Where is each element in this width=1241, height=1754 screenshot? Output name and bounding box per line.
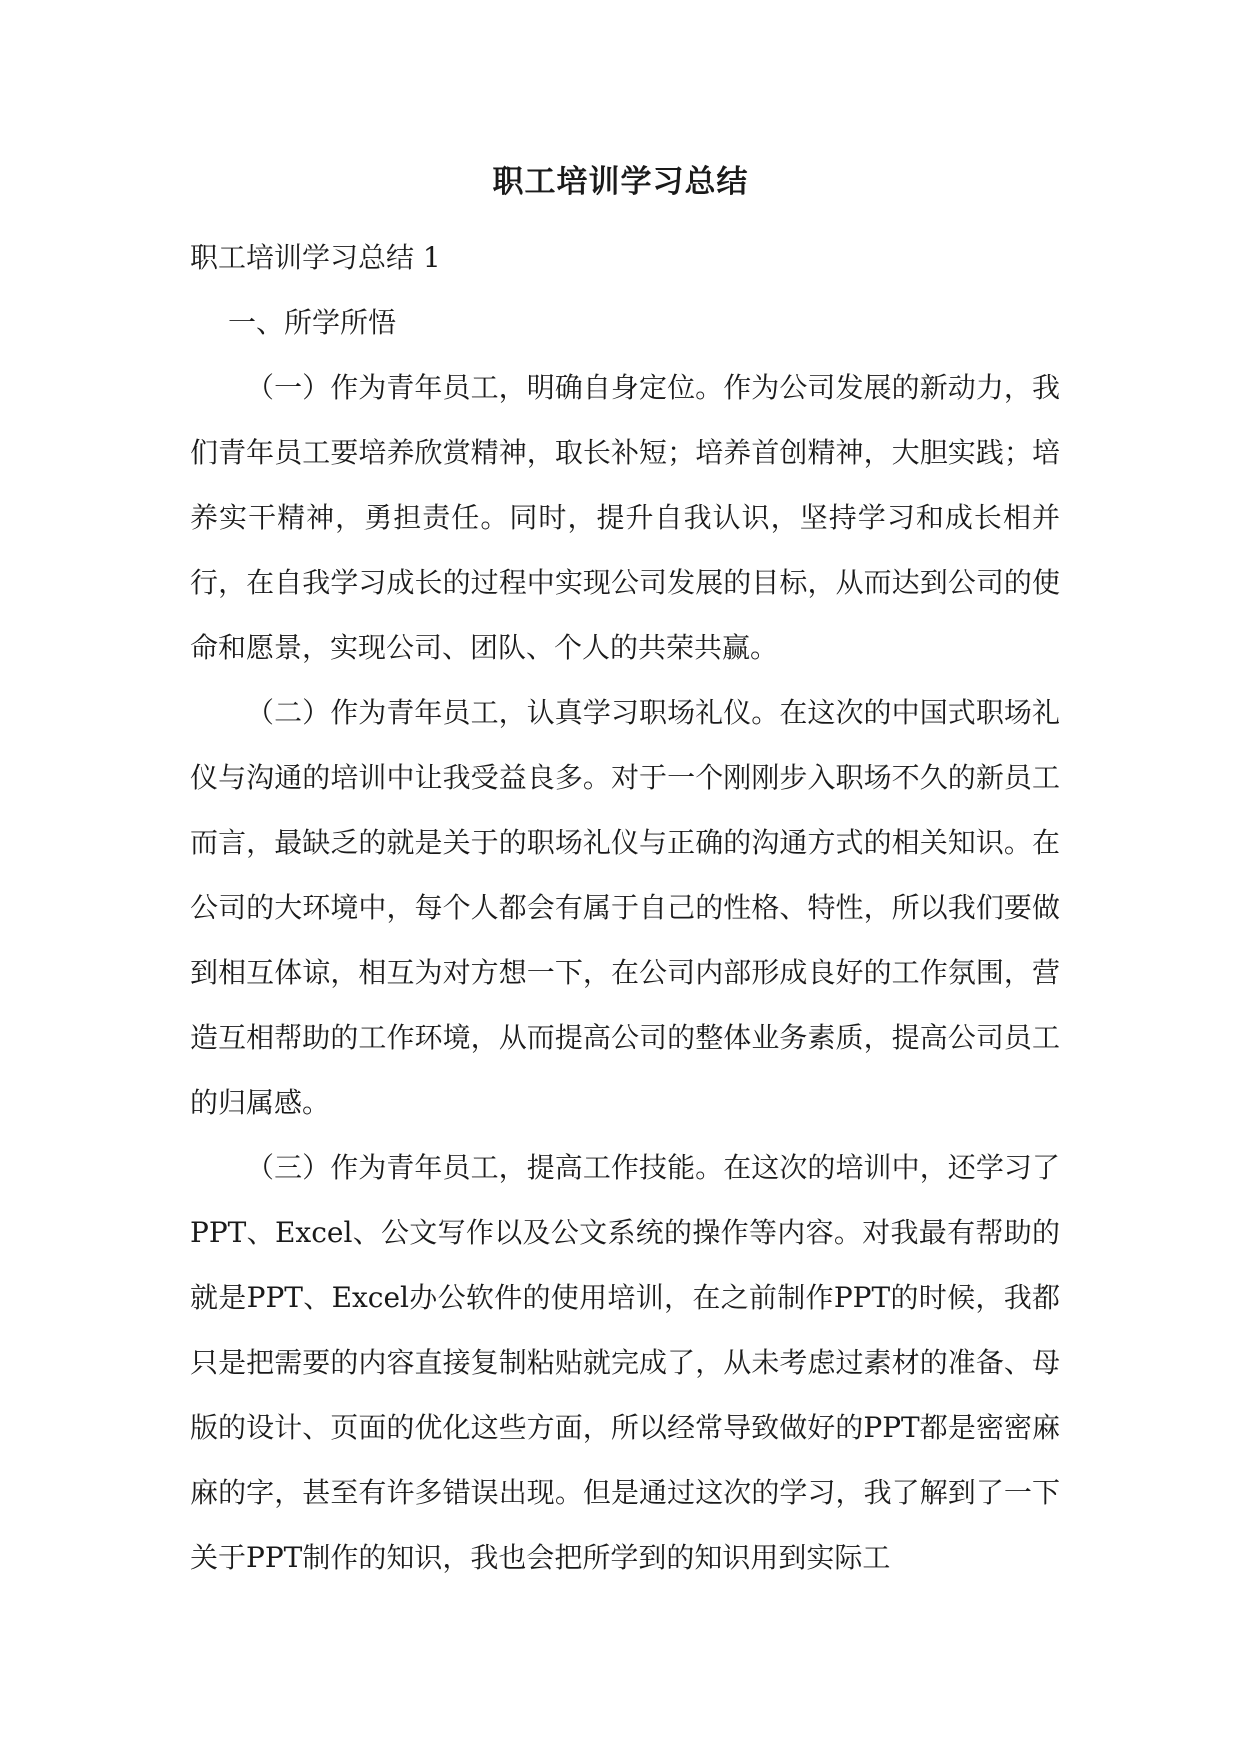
document-title: 职工培训学习总结 xyxy=(492,164,749,200)
paragraph-3: （三）作为青年员工，提高工作技能。在这次的培训中，还学习了PPT、Excel、公文写作以及公文系统的操作等内容。对我最有帮助的就是PPT、Excel办公软件的使用培训，在之前制作PPT的时候，我都只是把需要的内容直接复制粘贴就完成了，从未考虑过素材的准备、母版的设计、页面的优化这些方面，所以经常导致做好的PPT都是密密麻麻的字，甚至有许多错误出现。但是通过这次的学习，我了解到了一下关于PPT制作的知识，我也会把所学到的知识用到实际工 xyxy=(190,1151,1060,1574)
paragraph-2: （二）作为青年员工，认真学习职场礼仪。在这次的中国式职场礼仪与沟通的培训中让我受益良多。对于一个刚刚步入职场不久的新员工而言，最缺乏的就是关于的职场礼仪与正确的沟通方式的相关知识。在公司的大环境中，每个人都会有属于自己的性格、特性，所以我们要做到相互体谅，相互为对方想一下，在公司内部形成良好的工作氛围，营造互相帮助的工作环境，从而提高公司的整体业务素质，提高公司员工的归属感。 xyxy=(190,696,1060,1119)
section-heading: 一、所学所悟 xyxy=(228,306,397,339)
paragraph-1: （一）作为青年员工，明确自身定位。作为公司发展的新动力，我们青年员工要培养欣赏精神，取长补短；培养首创精神，大胆实践；培养实干精神，勇担责任。同时，提升自我认识，坚持学习和成长相并行，在自我学习成长的过程中实现公司发展的目标，从而达到公司的使命和愿景，实现公司、团队、个人的共荣共赢。 xyxy=(190,371,1060,664)
document-subtitle: 职工培训学习总结 1 xyxy=(190,241,441,274)
document-body xyxy=(190,225,1060,1590)
